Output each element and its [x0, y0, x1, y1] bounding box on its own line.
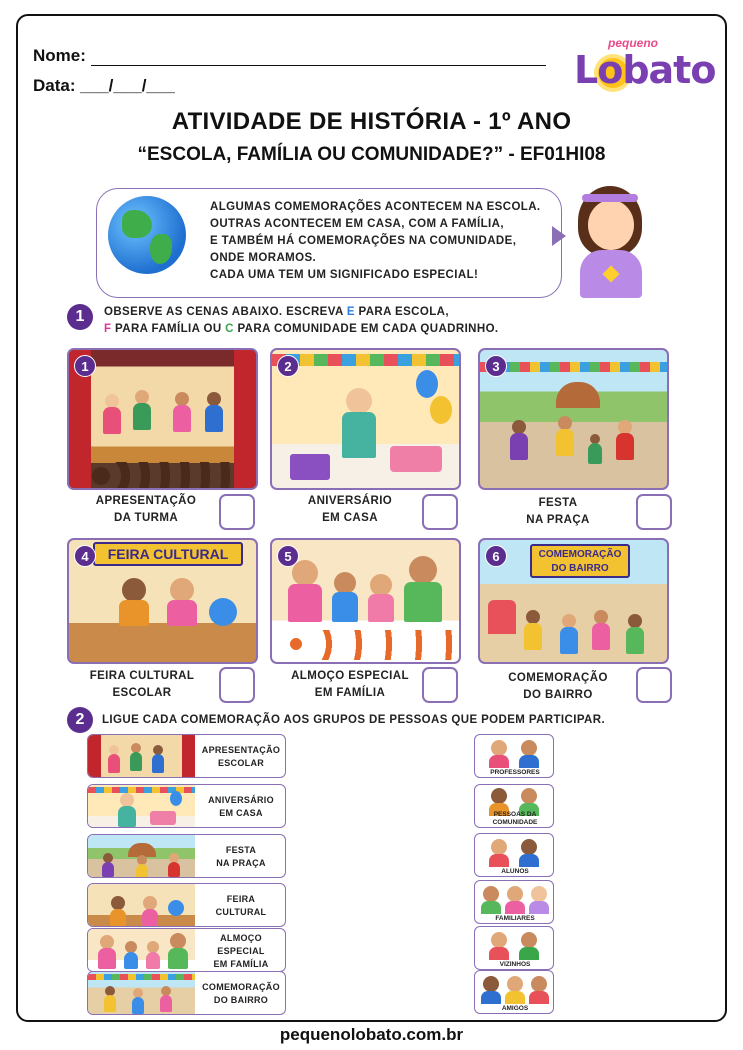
scene-caption: ANIVERSÁRIO EM CASA — [307, 495, 393, 524]
celebration-card-presentation[interactable] — [87, 734, 286, 778]
logo-small-text: pequeno — [608, 36, 658, 50]
intro-line: ONDE MORAMOS. — [210, 252, 317, 264]
teachers-illustration — [475, 738, 554, 768]
celebration-label: FESTA NA PRAÇA — [216, 845, 266, 868]
answer-box-6[interactable] — [636, 667, 672, 703]
intro-line: CADA UMA TEM UM SIGNIFICADO ESPECIAL! — [210, 269, 479, 281]
scene-caption: ALMOÇO ESPECIAL EM FAMÍLIA — [291, 670, 409, 699]
letter-e: E — [346, 306, 355, 318]
neighborhood-banner: COMEMORAÇÃO DO BAIRRO — [530, 544, 630, 578]
scene-birthday-at-home — [270, 348, 461, 490]
scene-class-presentation — [67, 348, 258, 490]
logo-big-text: Lobato — [574, 48, 716, 92]
name-label: Nome: — [33, 46, 86, 65]
answer-box-5[interactable] — [422, 667, 458, 703]
name-input-line[interactable] — [91, 50, 546, 66]
group-card-teachers[interactable] — [474, 734, 554, 778]
group-label: AMIGOS — [501, 1004, 529, 1012]
group-label: VIZINHOS — [499, 960, 531, 968]
answer-box-4[interactable] — [219, 667, 255, 703]
neighbors-illustration — [475, 930, 554, 960]
group-label: FAMILIARES — [495, 914, 535, 922]
girl-character-illustration — [560, 186, 660, 298]
cultural-fair-thumbnail — [88, 884, 195, 927]
celebration-card-birthday[interactable] — [87, 784, 286, 828]
celebration-card-square-party[interactable] — [87, 834, 286, 878]
page-title: ATIVIDADE DE HISTÓRIA - 1º ANO — [171, 108, 572, 135]
pequeno-lobato-logo — [572, 36, 716, 100]
celebration-card-family-lunch[interactable] — [87, 928, 286, 972]
group-card-family[interactable] — [474, 880, 554, 924]
exercise-2-instruction: LIGUE CADA COMEMORAÇÃO AOS GRUPOS DE PESSOAS QUE PODEM PARTICIPAR. — [102, 714, 606, 726]
group-card-friends[interactable] — [474, 970, 554, 1014]
intro-line: OUTRAS ACONTECEM EM CASA, COM A FAMÍLIA, — [210, 218, 504, 230]
group-card-community[interactable] — [474, 784, 554, 828]
intro-line: E TAMBÉM HÁ COMEMORAÇÕES NA COMUNIDADE, — [210, 235, 517, 247]
scene-neighborhood-celebration — [478, 538, 669, 664]
scene-badge: 1 — [74, 355, 96, 377]
neighborhood-thumbnail — [88, 972, 195, 1015]
name-field — [33, 46, 546, 66]
students-illustration — [475, 837, 554, 867]
group-label: PROFESSORES — [490, 768, 540, 776]
date-label: Data: — [33, 76, 76, 95]
page-subtitle: “ESCOLA, FAMÍLIA OU COMUNIDADE?” - EF01HI08 — [137, 144, 606, 165]
exercise-2-number: 2 — [67, 707, 93, 733]
scene-badge: 4 — [74, 545, 96, 567]
celebration-card-neighborhood[interactable] — [87, 971, 286, 1015]
celebration-label: ALMOÇO ESPECIAL EM FAMÍLIA — [213, 932, 269, 969]
fair-banner: FEIRA CULTURAL — [93, 542, 243, 566]
scene-cultural-fair — [67, 538, 258, 664]
square-party-thumbnail — [88, 835, 195, 878]
scene-badge: 5 — [277, 545, 299, 567]
family-illustration — [475, 884, 554, 914]
scene-caption: APRESENTAÇÃO DA TURMA — [95, 495, 197, 524]
answer-box-1[interactable] — [219, 494, 255, 530]
group-card-students[interactable] — [474, 833, 554, 877]
scene-caption: FEIRA CULTURAL ESCOLAR — [89, 670, 195, 699]
scene-party-in-square — [478, 348, 669, 490]
scene-family-lunch — [270, 538, 461, 664]
presentation-thumbnail — [88, 735, 195, 778]
answer-box-2[interactable] — [422, 494, 458, 530]
scene-caption: COMEMORAÇÃO DO BAIRRO — [508, 672, 608, 701]
group-label: PESSOAS DA COMUNIDADE — [492, 811, 538, 826]
celebration-label: COMEMORAÇÃO DO BAIRRO — [202, 982, 280, 1005]
celebration-label: APRESENTAÇÃO ESCOLAR — [201, 745, 281, 768]
birthday-thumbnail — [88, 785, 195, 828]
answer-box-3[interactable] — [636, 494, 672, 530]
letter-f: F — [104, 323, 112, 335]
scene-badge: 2 — [277, 355, 299, 377]
intro-line: ALGUMAS COMEMORAÇÕES ACONTECEM NA ESCOLA. — [210, 201, 541, 213]
scene-badge: 6 — [485, 545, 507, 567]
exercise-1-instruction: OBSERVE AS CENAS ABAIXO. ESCREVA E PARA ESCOLA, F PARA FAMÍLIA OU C PARA COMUNIDADE EM CADA QUADRINHO. — [104, 306, 499, 335]
group-label: ALUNOS — [501, 867, 529, 875]
family-lunch-thumbnail — [88, 929, 195, 972]
scene-badge: 3 — [485, 355, 507, 377]
exercise-1-number: 1 — [67, 304, 93, 330]
friends-illustration — [475, 974, 554, 1004]
letter-c: C — [225, 323, 234, 335]
celebration-label: ANIVERSÁRIO EM CASA — [208, 795, 274, 818]
date-field — [33, 76, 175, 96]
globe-icon — [108, 196, 186, 274]
footer-website[interactable]: pequenolobato.com.br — [279, 1025, 464, 1044]
date-blank[interactable]: ___/___/___ — [80, 76, 175, 95]
intro-text — [210, 199, 541, 284]
celebration-label: FEIRA CULTURAL — [215, 894, 267, 917]
celebration-card-cultural-fair[interactable] — [87, 883, 286, 927]
group-card-neighbors[interactable] — [474, 926, 554, 970]
scene-caption: FESTA NA PRAÇA — [526, 497, 590, 526]
